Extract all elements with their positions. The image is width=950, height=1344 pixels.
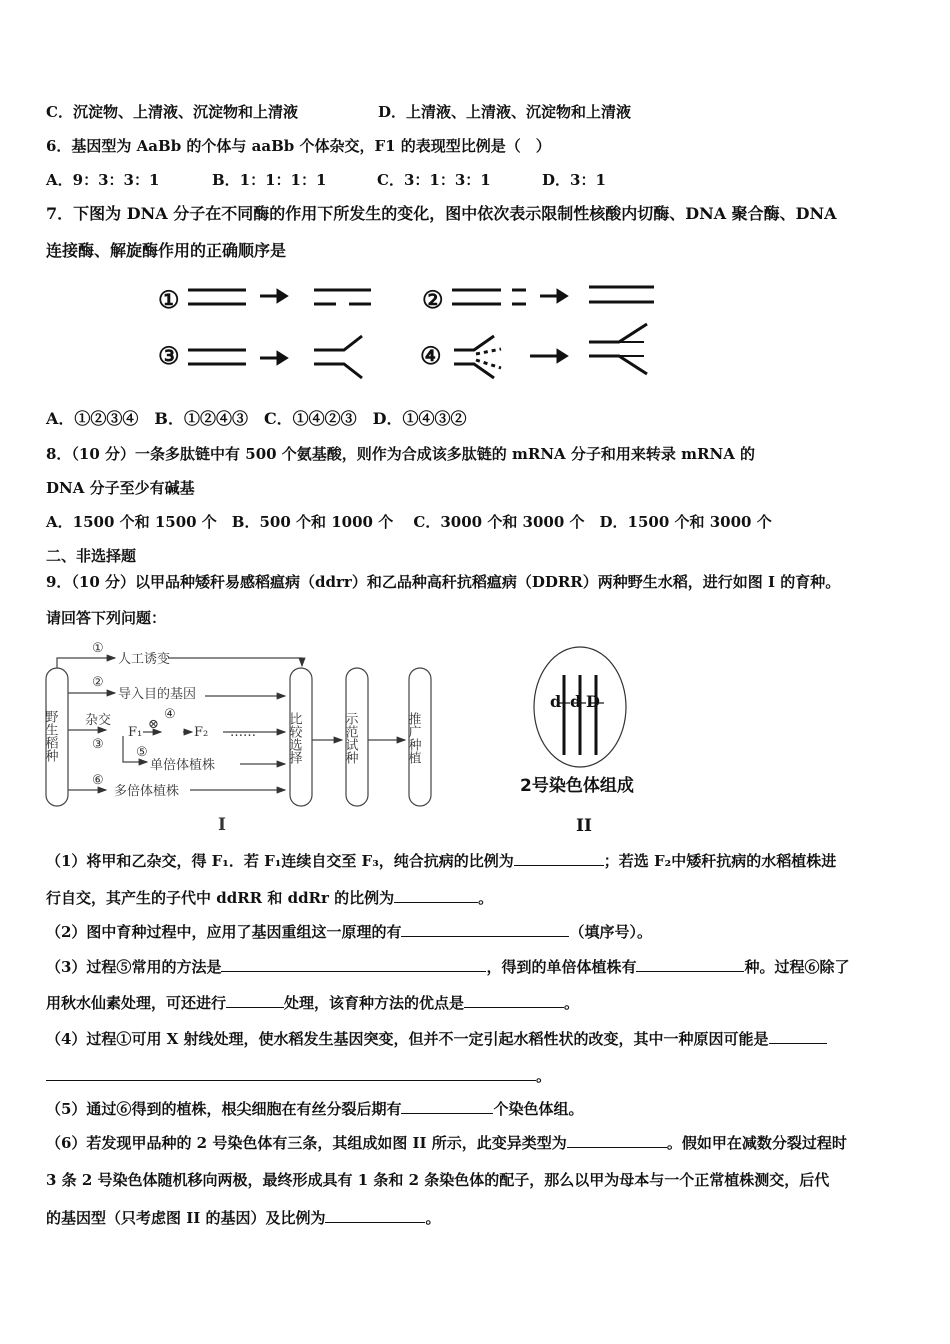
answer-blank[interactable] <box>567 1133 667 1148</box>
q9-part4-cont <box>46 1066 551 1086</box>
text: 行自交，其产生的子代中 ddRR 和 ddRr 的比例为 <box>46 889 395 907</box>
breeding-figure-I <box>40 632 460 842</box>
answer-blank[interactable] <box>769 1029 827 1044</box>
gene-d-2: d <box>570 692 582 711</box>
ellipsis: …… <box>230 725 256 740</box>
label-2: ② <box>422 285 444 314</box>
option-d: D．3：1 <box>542 171 606 189</box>
q6-stem: 6．基因型为 AaBb 的个体与 aaBb 个体杂交，F1 的表现型比例是（ ） <box>46 137 551 155</box>
answer-blank[interactable] <box>394 888 478 903</box>
text: 。 <box>478 889 494 907</box>
q8-stem-2: DNA 分子至少有碱基 <box>46 479 195 497</box>
q9-part3-cont <box>46 993 579 1013</box>
text: 。 <box>564 994 580 1012</box>
q9-part5 <box>46 1099 583 1119</box>
gene-transfer: 导入目的基因 <box>118 687 197 702</box>
demo-planting-box: 示范试种 <box>342 712 358 764</box>
q9-part6 <box>46 1133 847 1153</box>
text: 。 <box>425 1209 441 1227</box>
q9-part6-cont: 3 条 2 号染色体随机移向两极，最终形成具有 1 条和 2 条染色体的配子，那么以甲为母本与一个正常植株测交，后代 <box>46 1171 830 1189</box>
f2-label: F₂ <box>194 725 209 740</box>
answer-blank[interactable] <box>46 1066 536 1081</box>
answer-blank[interactable] <box>221 957 486 972</box>
step-6: ⑥ <box>92 773 104 788</box>
q8-options: A．1500 个和 1500 个 B．500 个和 1000 个 C．3000 个和 3000 个 D．1500 个和 3000 个 <box>46 513 772 531</box>
figure-caption: II <box>576 816 592 836</box>
f1-label: F₁ <box>128 725 143 740</box>
text: 个染色体组。 <box>493 1100 584 1118</box>
compare-select-box: 比较选择 <box>286 712 302 764</box>
label-3: ③ <box>158 341 180 370</box>
text: （3）过程⑤常用的方法是 <box>46 958 222 976</box>
answer-blank[interactable] <box>401 1099 493 1114</box>
text: 。 <box>536 1067 552 1085</box>
option-d: D．上清液、上清液、沉淀物和上清液 <box>378 103 632 121</box>
q9-part3 <box>46 957 849 977</box>
label-4: ④ <box>420 341 442 370</box>
q9-part6-end <box>46 1208 441 1228</box>
wild-rice-box: 野生稻种 <box>42 710 58 762</box>
step-1: ① <box>92 641 104 656</box>
q6-options <box>46 170 606 190</box>
answer-blank[interactable] <box>401 922 569 937</box>
q9-stem-2: 请回答下列问题： <box>46 609 167 627</box>
text: 。假如甲在减数分裂过程时 <box>666 1134 847 1152</box>
answer-blank[interactable] <box>636 957 744 972</box>
q9-part1-cont <box>46 888 493 908</box>
option-c: C．3：1：3：1 <box>377 171 491 189</box>
chromosome-figure-II <box>500 645 660 840</box>
text: （5）通过⑥得到的植株，根尖细胞在有丝分裂后期有 <box>46 1100 402 1118</box>
figure-caption: I <box>218 815 226 835</box>
text: （4）过程①可用 X 射线处理，使水稻发生基因突变，但并不一定引起水稻性状的改变，其中一种原因可能是 <box>46 1030 769 1048</box>
text: 种。过程⑥除了 <box>744 958 850 976</box>
promote-planting-box: 推广种植 <box>405 712 421 764</box>
text: 处理，该育种方法的优点是 <box>284 994 465 1012</box>
text: ；若选 F₂中矮秆抗病的水稻植株进 <box>603 852 837 870</box>
option-c: C．沉淀物、上清液、沉淀物和上清液 <box>46 103 298 121</box>
q5-options <box>46 102 631 122</box>
q7-options: A．①②③④ B．①②④③ C．①④②③ D．①④③② <box>46 409 467 428</box>
dna-enzyme-figure <box>46 272 691 397</box>
q9-part4 <box>46 1029 827 1049</box>
section-heading: 二、非选择题 <box>46 547 137 565</box>
text: （填序号）。 <box>569 923 652 941</box>
polyploid-plant: 多倍体植株 <box>114 784 180 799</box>
text: ，得到的单倍体植株有 <box>486 958 637 976</box>
q8-stem: 8．（10 分）一条多肽链中有 500 个氨基酸，则作为合成该多肽链的 mRNA 分子和用来转录 mRNA 的 <box>46 445 756 463</box>
q9-part2 <box>46 922 652 942</box>
haploid-plant: 单倍体植株 <box>150 758 216 773</box>
q9-stem: 9．（10 分）以甲品种矮秆易感稻瘟病（ddrr）和乙品种高秆抗稻瘟病（DDRR）两种野生水稻，进行如图 I 的育种。 <box>46 573 841 591</box>
option-a: A．9：3：3：1 <box>46 171 160 189</box>
option-b: B．1：1：1：1 <box>212 171 327 189</box>
q7-stem-2: 连接酶、解旋酶作用的正确顺序是 <box>46 241 287 260</box>
step-2: ② <box>92 675 104 690</box>
gene-D: D <box>586 692 600 711</box>
gene-d-1: d <box>550 692 562 711</box>
artificial-mutation: 人工诱变 <box>118 652 171 667</box>
text: （2）图中育种过程中，应用了基因重组这一原理的有 <box>46 923 402 941</box>
cross-label: 杂交 <box>85 713 112 728</box>
text: （6）若发现甲品种的 2 号染色体有三条，其组成如图 II 所示，此变异类型为 <box>46 1134 567 1152</box>
answer-blank[interactable] <box>325 1208 425 1223</box>
label-1: ① <box>158 285 180 314</box>
text: 用秋水仙素处理，可还进行 <box>46 994 227 1012</box>
q9-part1 <box>46 851 836 871</box>
step-3: ③ <box>92 737 104 752</box>
step-5: ⑤ <box>136 745 148 760</box>
answer-blank[interactable] <box>514 851 604 866</box>
text: （1）将甲和乙杂交，得 F₁．若 F₁连续自交至 F₃，纯合抗病的比例为 <box>46 852 514 870</box>
answer-blank[interactable] <box>226 993 284 1008</box>
selfing-symbol: ⊗ <box>148 717 159 732</box>
q7-stem: 7．下图为 DNA 分子在不同酶的作用下所发生的变化，图中依次表示限制性核酸内切酶、DNA 聚合酶、DNA <box>46 204 837 223</box>
text: 的基因型（只考虑图 II 的基因）及比例为 <box>46 1209 326 1227</box>
step-4: ④ <box>164 707 176 722</box>
chromosome-title: 2号染色体组成 <box>520 776 634 796</box>
answer-blank[interactable] <box>464 993 564 1008</box>
